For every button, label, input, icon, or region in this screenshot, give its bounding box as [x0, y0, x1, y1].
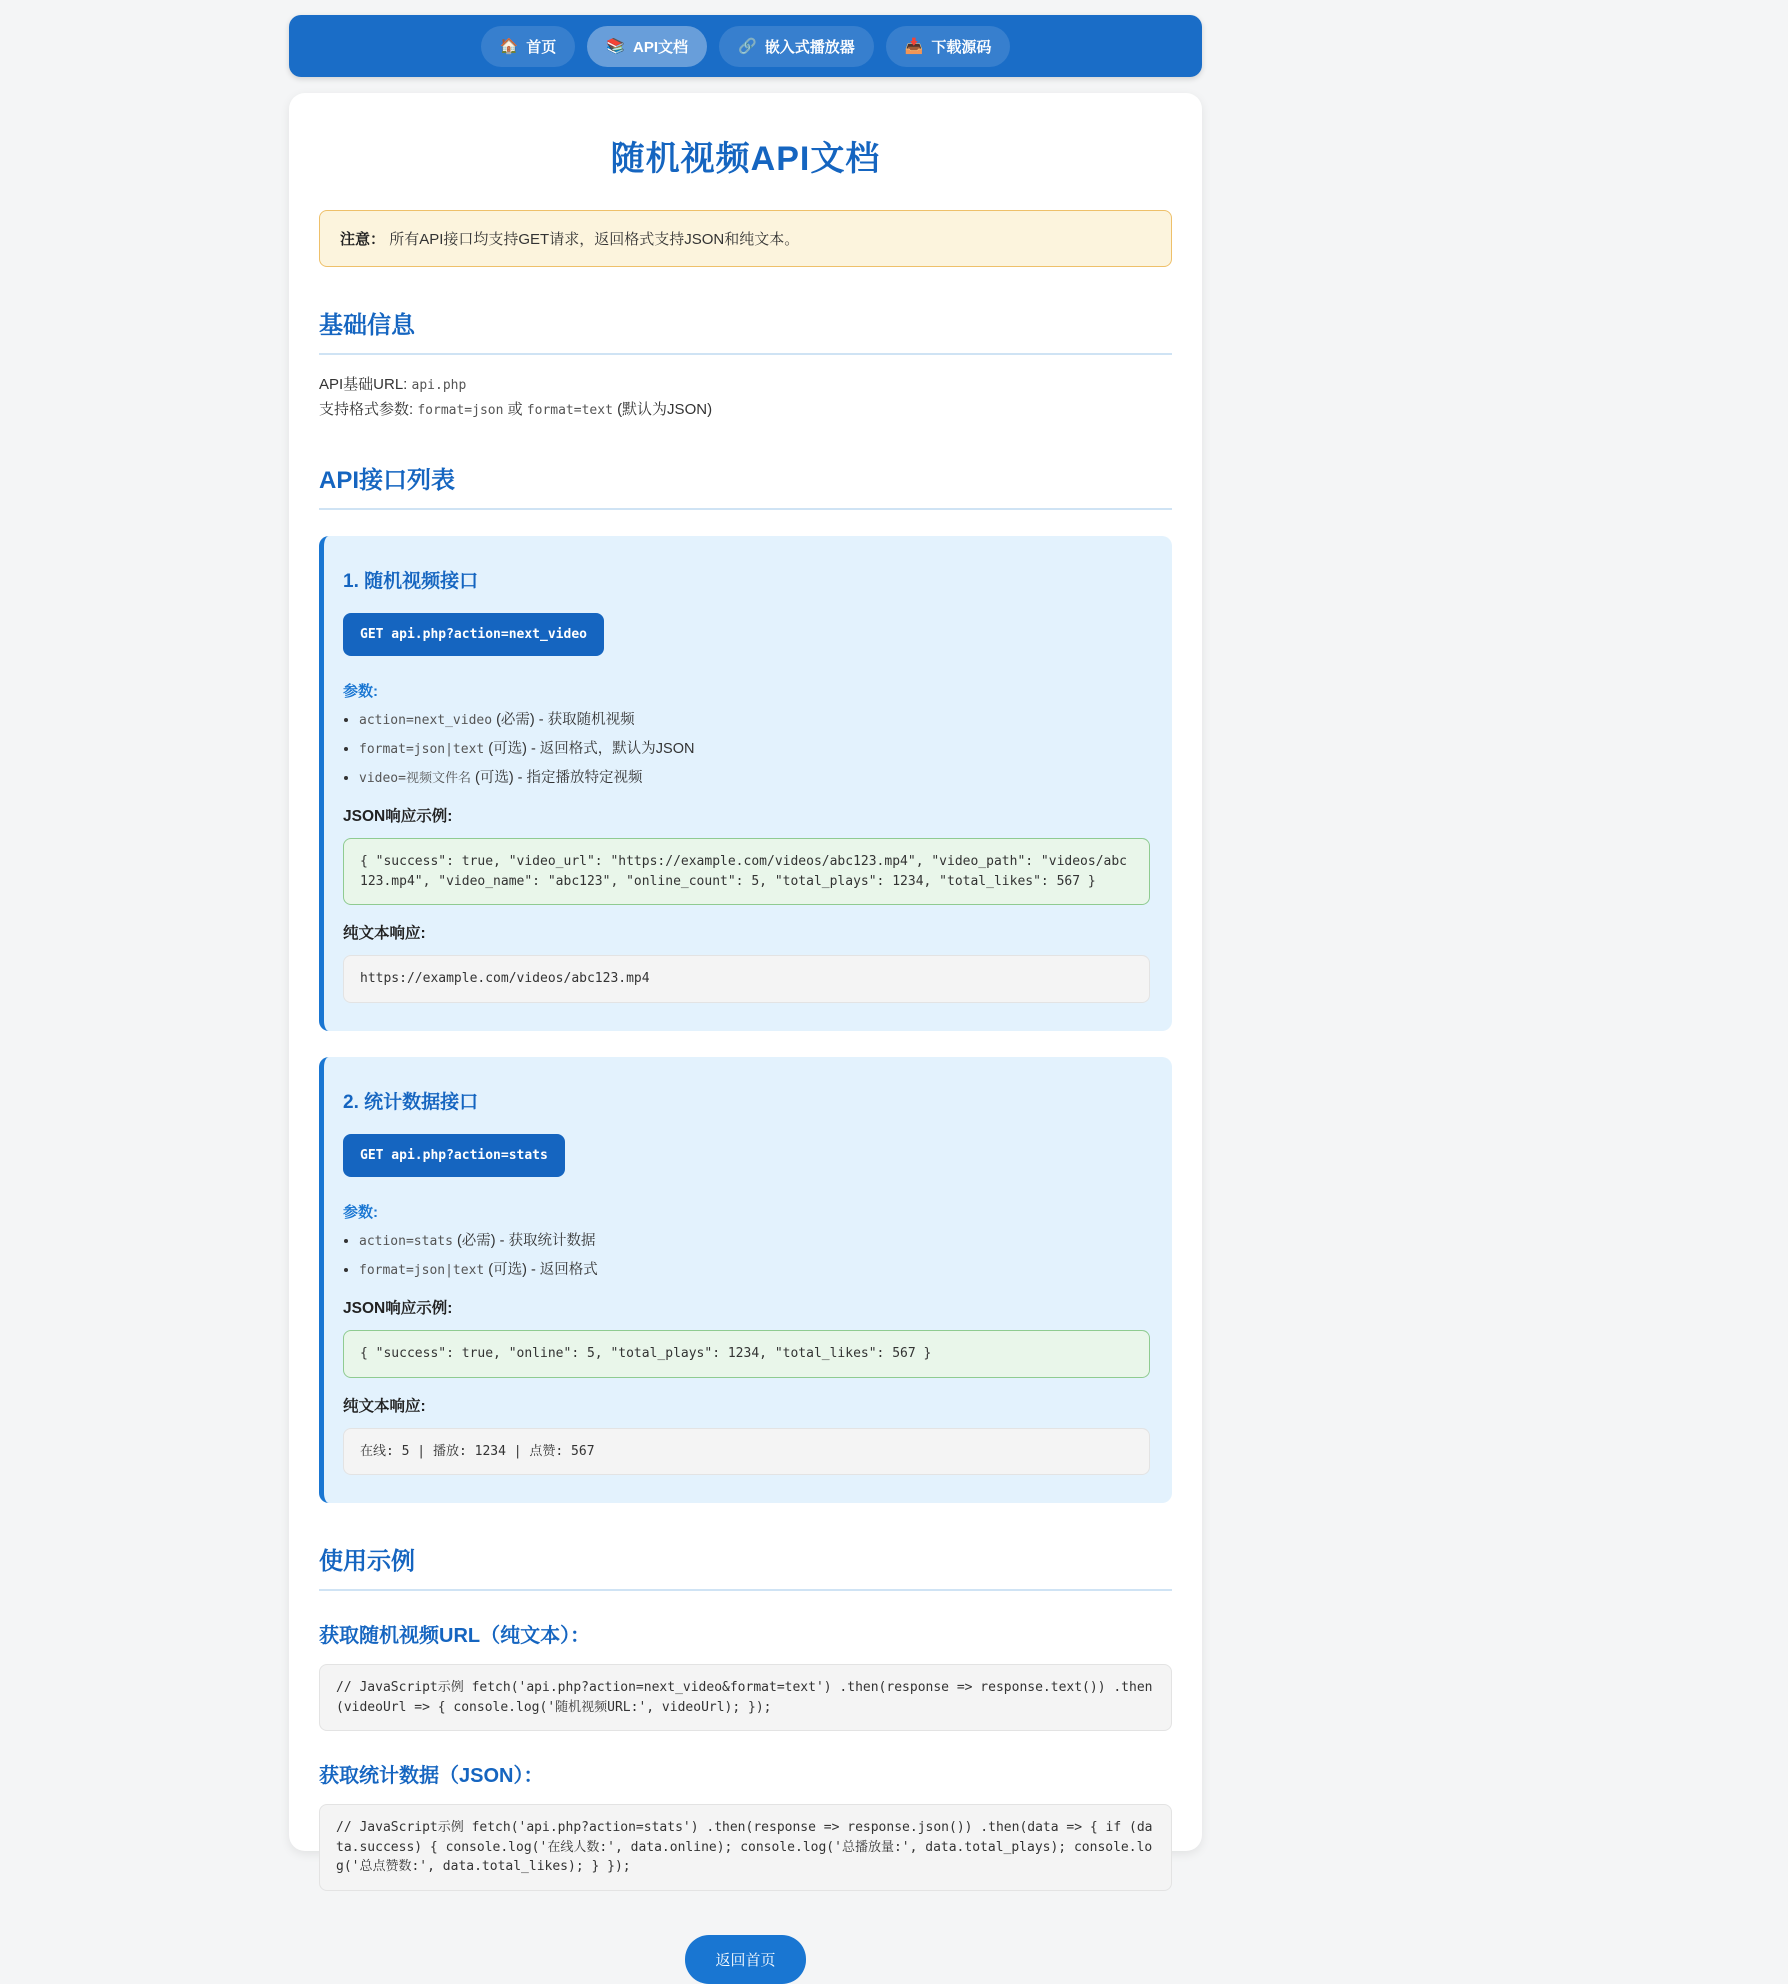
page-title: 随机视频API文档: [610, 140, 881, 178]
format-label: 支持格式参数:: [319, 401, 414, 419]
param-item: [359, 1260, 1150, 1280]
param-code: action=stats: [359, 1233, 453, 1249]
param-code: video=视频文件名: [359, 771, 471, 787]
endpoint-2-params-label: 参数:: [343, 1203, 378, 1221]
section-heading-basic-info: 基础信息: [319, 305, 1172, 355]
format-suffix: (默认为JSON): [617, 401, 713, 419]
format-code-json: format=json: [417, 403, 504, 419]
endpoint-2-json-example: { "success": true, "online": 5, "total_plays": 1234, "total_likes": 567 }: [343, 1330, 1150, 1378]
param-code: format=json|text: [359, 1263, 485, 1279]
main-content-card: [289, 93, 1202, 1969]
endpoint-2-title: 2. 统计数据接口: [343, 1091, 479, 1113]
books-icon: 📚: [606, 37, 625, 55]
base-url-line: [319, 373, 1172, 396]
usage-example-1-code: // JavaScript示例 fetch('api.php?action=next_video&format=text') .then(response => response.text()) .then(videoUrl => { console.log('随机视频URL:', videoUrl); });: [319, 1664, 1172, 1731]
section-heading-endpoint-list: API接口列表: [319, 460, 1172, 510]
usage-example-1-title: 获取随机视频URL（纯文本）：: [319, 1625, 591, 1648]
endpoint-1-text-label: 纯文本响应:: [343, 925, 426, 943]
nav-item-embed-player[interactable]: [719, 26, 874, 67]
param-item: [359, 1231, 1150, 1251]
endpoint-2-params-list: [343, 1231, 1150, 1281]
endpoint-1-params-label: 参数:: [343, 682, 378, 700]
home-icon: 🏠: [499, 37, 519, 55]
top-navbar: [289, 15, 1202, 77]
nav-item-home[interactable]: [481, 26, 576, 67]
endpoint-card-stats: [319, 1057, 1172, 1504]
param-item: [359, 739, 1150, 759]
endpoint-1-json-example: { "success": true, "video_url": "https://example.com/videos/abc123.mp4", "video_path": "videos/abc123.mp4", "video_name": "abc123", "online_count": 5, "total_plays": 1234, "total_likes": 567 }: [343, 838, 1150, 905]
param-desc: (必需) - 获取统计数据: [452, 1232, 596, 1249]
back-home-button[interactable]: 返回首页: [685, 1935, 805, 1984]
download-icon: 📥: [904, 37, 924, 55]
param-desc: (可选) - 指定播放特定视频: [470, 770, 643, 787]
notice-banner: [319, 210, 1172, 267]
endpoint-2-json-label: JSON响应示例:: [343, 1300, 453, 1318]
param-desc: (可选) - 返回格式: [484, 1262, 598, 1279]
nav-item-download-source[interactable]: [886, 26, 1011, 67]
param-code: format=json|text: [359, 741, 485, 757]
format-or: 或: [507, 401, 523, 419]
footer-button-row: [319, 1935, 1172, 1984]
endpoint-1-method-badge: GET api.php?action=next_video: [343, 613, 604, 656]
section-heading-usage: 使用示例: [319, 1541, 1172, 1591]
nav-item-api-docs-label: API文档: [632, 38, 688, 56]
basic-info-lines: [319, 373, 1172, 422]
endpoint-2-text-example: 在线: 5 | 播放: 1234 | 点赞: 567: [343, 1428, 1150, 1476]
param-item: [359, 768, 1150, 788]
format-line: [319, 398, 1172, 421]
link-icon: 🔗: [738, 37, 757, 55]
page-container: [289, 15, 1202, 1969]
nav-item-home-label: 首页: [526, 38, 557, 56]
param-desc: (可选) - 返回格式，默认为JSON: [484, 740, 695, 757]
endpoint-card-random-video: [319, 536, 1172, 1031]
base-url-label: API基础URL:: [319, 376, 408, 393]
nav-item-download-source-label: 下载源码: [931, 38, 992, 56]
param-item: [359, 710, 1150, 730]
usage-example-2-title: 获取统计数据（JSON）：: [319, 1765, 544, 1788]
notice-label: 注意：: [340, 231, 386, 248]
nav-item-api-docs[interactable]: [587, 26, 707, 67]
endpoint-1-title: 1. 随机视频接口: [343, 570, 479, 592]
endpoint-1-params-list: [343, 710, 1150, 789]
param-desc: (必需) - 获取随机视频: [492, 711, 635, 728]
base-url-code: api.php: [411, 378, 467, 393]
format-code-text: format=text: [526, 403, 613, 419]
endpoint-1-text-example: https://example.com/videos/abc123.mp4: [343, 955, 1150, 1003]
notice-text: 所有API接口均支持GET请求，返回格式支持JSON和纯文本。: [389, 231, 800, 248]
endpoint-1-json-label: JSON响应示例:: [343, 808, 453, 826]
endpoint-2-method-badge: GET api.php?action=stats: [343, 1134, 565, 1177]
param-code: action=next_video: [359, 712, 493, 728]
nav-item-embed-player-label: 嵌入式播放器: [764, 38, 855, 56]
endpoint-2-text-label: 纯文本响应:: [343, 1397, 426, 1415]
usage-example-2-code: // JavaScript示例 fetch('api.php?action=stats') .then(response => response.json()) .then(data => { if (data.success) { console.log('在线人数:', data.online); console.log('总播放量:', data.total_plays); console.log('总点赞数:', data.total_likes); } });: [319, 1804, 1172, 1891]
